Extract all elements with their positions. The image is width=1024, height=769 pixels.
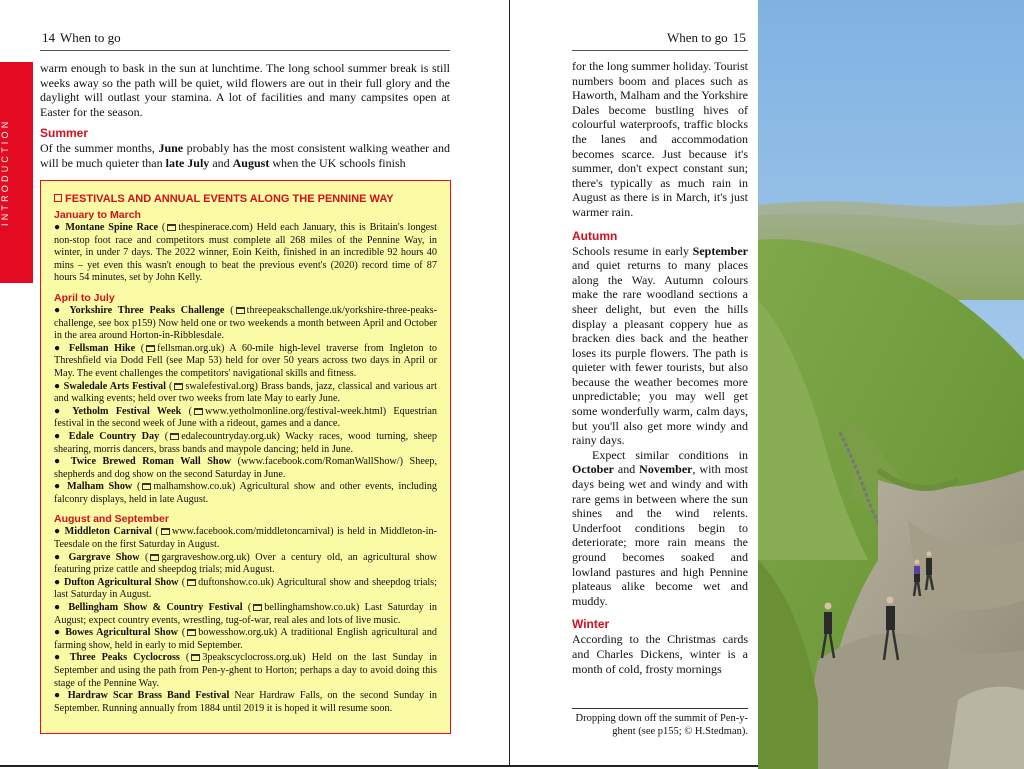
web-icon (146, 345, 155, 352)
event-text-pre: ( (165, 380, 173, 392)
event-text-pre: ( (181, 405, 192, 417)
event-text-pre: ( (178, 627, 186, 639)
event-text: ) Brass bands, jazz, classical and various art and walking events; held over two weeks from late May to early June. (54, 380, 437, 405)
event-text-pre: ( (151, 526, 159, 538)
event-url: swalefestival.org (185, 380, 255, 392)
event-url: bellinghamshow.co.uk (264, 602, 356, 614)
checkbox-icon (54, 194, 62, 202)
web-icon (194, 408, 203, 415)
left-running-head-title: When to go (60, 30, 121, 45)
festival-event: ● Yetholm Festival Week ( www.yetholmonline.org/festival-week.html) Equestrian festival in the second week of June with a rideout, games and a dance. (54, 405, 437, 430)
event-name: Fellsman Hike (68, 342, 136, 354)
event-text: ) Held each January, this is Britain's longest non-stop foot race and competitors must complete all 268 miles of the Pennine Way, in winter, in under 7 days. The 2022 winner, Eoin Keith, finished in an incredible 92 hours 40 mins – yet even this wasn't enough to beat the previous event's (2020) record time of 87 hours 54 minutes, set by John Kelly. (54, 222, 437, 284)
summer-heading: Summer (40, 126, 89, 141)
festival-event: ● Fellsman Hike ( fellsman.org.uk) A 60-mile high-level traverse from Ingleton to Threshfield via Dodd Fell (see Map 53) held for over 50 years across two days in April or May. The event challenges the competitors' navigational skills and fitness. (54, 342, 438, 379)
right-page-number: 15 (732, 30, 746, 45)
event-text: ) Agricultural show and other events, including falconry displays, held in late August. (54, 481, 438, 505)
event-name: Yetholm Festival Week (72, 405, 182, 417)
event-text-pre: ( (135, 342, 145, 354)
photo-caption: Dropping down off the summit of Pen-y-ghent (see p155; © H.Stedman). (575, 713, 748, 737)
event-url: threepeakschallenge.uk/yorkshire-three-peaks-challenge (54, 304, 437, 329)
event-text-pre: ( (139, 551, 149, 563)
web-icon (150, 554, 159, 561)
event-url: edalecountryday.org.uk (181, 430, 277, 442)
event-text-pre: ( (159, 430, 169, 442)
right-body (572, 59, 748, 676)
winter-heading: Winter (572, 617, 610, 632)
event-text-pre: ( (158, 222, 166, 233)
event-text-pre: ( (224, 304, 234, 316)
festivals-box (40, 180, 451, 734)
event-url: 3peakscyclocross.org.uk (202, 652, 303, 664)
event-name: Swaledale Arts Festival (63, 380, 166, 392)
event-name: Gargrave Show (68, 551, 140, 563)
event-url: www.facebook.com/middletoncarnival (171, 526, 331, 538)
right-running-head (667, 30, 748, 46)
spread-bottom-rule (0, 765, 758, 767)
event-url: thespinerace.com (178, 222, 250, 233)
event-name: Bowes Agricultural Show (65, 627, 179, 639)
web-icon (187, 579, 196, 586)
event-url: www.yetholmonline.org/festival-week.html (205, 405, 383, 417)
box-section-heading: January to March (54, 209, 141, 221)
autumn-paragraph-2: Expect similar conditions in October and November, with most days being wet and windy and with rare gems in between where the sun shines and the wind relents. Underfoot conditions begin to deteriorate; more rain means the ground becomes soaked and lowland pastures and high Pennine plateaus alike become wet and muddy. (572, 447, 748, 608)
box-section-heading: August and September (54, 513, 169, 526)
left-body (40, 61, 450, 171)
autumn-heading: Autumn (572, 228, 618, 243)
event-text: ) A traditional English agricultural and farming show, held in early to mid September. (54, 627, 438, 651)
festivals-list (54, 209, 437, 715)
event-url: duftonshow.co.uk (198, 576, 271, 588)
event-text-pre: ( (178, 576, 186, 588)
left-head-rule (40, 50, 450, 51)
web-icon (174, 383, 183, 390)
festival-event: ● Edale Country Day ( edalecountryday.org.uk) Wacky races, wood turning, sheep shearing, morris dancers, brass bands and maypole dancing; held in June. (54, 430, 437, 455)
box-section-heading: April to July (54, 291, 115, 304)
web-icon (187, 629, 196, 636)
event-text: ) Held on the last Sunday in September and using the path from Pen-y-ghent to Horton; perhaps a day to avoid doing this stage of the Pennine Way. (54, 652, 437, 689)
web-icon (253, 604, 262, 611)
left-running-head (40, 30, 121, 46)
event-text: ) Last Saturday in August; expect country events, wrestling, tug-of-war, real ales and lots of live music. (54, 602, 437, 626)
festivals-box-title: FESTIVALS AND ANNUAL EVENTS ALONG THE PENNINE WAY (54, 193, 437, 205)
event-text-pre: ( (179, 652, 190, 664)
festival-event: ● Gargrave Show ( gargraveshow.org.uk) Over a century old, an agricultural show featuring prize cattle and sheepdog trials; mid August. (54, 551, 437, 576)
event-text-pre: Near Hardraw Falls, on the second Sunday in September. Running annually from 1884 until 2019 it is hoped it will resume soon. (54, 690, 437, 714)
event-text: , see box p159) Now held one or two weekends a month between April and October in the area around Horton-in-Ribblesdale. (54, 317, 437, 342)
web-icon (236, 307, 245, 314)
event-name: Twice Brewed Roman Wall Show (70, 456, 232, 468)
event-name: Montane Spine Race (65, 222, 159, 233)
event-name: Yorkshire Three Peaks Challenge (69, 304, 225, 316)
hillside-photo (758, 0, 1024, 769)
web-icon (142, 483, 151, 490)
event-name: Dufton Agricultural Show (64, 576, 179, 588)
festival-event: ● Yorkshire Three Peaks Challenge ( threepeakschallenge.uk/yorkshire-three-peaks-challenge, see box p159) Now held one or two weekends a month between April and October in the area around Horton-in-Ribblesdale. (54, 304, 437, 342)
festival-event: ● Hardraw Scar Brass Band Festival Near Hardraw Falls, on the second Sunday in September. Running annually from 1884 until 2019 it is hoped it will resume soon. (54, 690, 437, 714)
web-icon (167, 224, 176, 231)
festival-event: ● Swaledale Arts Festival ( swalefestival.org) Brass bands, jazz, classical and various art and walking events; held over two weeks from late May to early June. (54, 380, 437, 405)
intro-paragraph: warm enough to bask in the sun at lunchtime. The long school summer break is still weeks away so the path will be quiet, wild flowers are out in their full glory and the daylight will outlast your stamina. A lot of facilities and many campsites open at Easter for the season. (40, 61, 450, 119)
event-text-pre: ( (132, 481, 141, 493)
event-text: ) Wacky races, wood turning, sheep shearing, morris dancers, brass bands and maypole dancing; held in June. (54, 430, 437, 455)
event-url: fellsman.org.uk (157, 342, 221, 354)
web-icon (170, 433, 179, 440)
event-url: malhamshow.co.uk (153, 481, 232, 493)
event-text: ) Over a century old, an agricultural show featuring prize cattle and sheepdog trials; mid August. (54, 551, 437, 576)
summer-continued-paragraph: for the long summer holiday. Tourist numbers boom and places such as Haworth, Malham and the Yorkshire Dales become bustling hives of colourful waterproofs, traffic blocks the lanes and accommodation becomes scarce. Just because it's summer, don't expect constant sun; there's typically as much rain in August as there is in March, it's just warmer rain. (572, 59, 748, 219)
event-name: Three Peaks Cyclocross (69, 652, 180, 664)
festival-event: ● Three Peaks Cyclocross ( 3peakscyclocross.org.uk) Held on the last Sunday in September and using the path from Pen-y-ghent to Horton; perhaps a day to avoid doing this stage of the Pennine Way. (54, 652, 437, 689)
winter-paragraph: According to the Christmas cards and Charles Dickens, winter is a month of cold, frosty mornings (572, 632, 748, 676)
festival-event: ● Montane Spine Race ( thespinerace.com) Held each January, this is Britain's longest non-stop foot race and competitors must complete all 268 miles of the Pennine Way, in winter, in under 7 days. The 2022 winner, Eoin Keith, finished in an incredible 92 hours 40 mins – yet even this wasn't enough to beat the previous event's (2020) record time of 87 hours 54 minutes, set by John Kelly. (54, 222, 437, 284)
festival-event: ● Malham Show ( malhamshow.co.uk) Agricultural show and other events, including falconry displays, held in late August. (54, 481, 438, 505)
caption-rule (572, 708, 748, 709)
event-text: ) Agricultural show and sheepdog trials; last Saturday in August. (54, 576, 437, 601)
event-name: Malham Show (67, 481, 133, 493)
web-icon (161, 528, 170, 535)
festival-event: ● Twice Brewed Roman Wall Show (www.facebook.com/RomanWallShow/) Sheep, shepherds and dog show on the second Saturday in June. (54, 456, 438, 480)
hillside-photo-illustration (758, 0, 1024, 769)
event-name: Middleton Carnival (64, 526, 152, 538)
web-icon (191, 654, 200, 661)
right-running-head-title: When to go (667, 30, 728, 45)
summer-paragraph: Of the summer months, June probably has the most consistent walking weather and will be much quieter than late July and August when the UK schools finish (40, 141, 450, 170)
event-text-pre: (www.facebook.com/RomanWallShow/) Sheep, shepherds and dog show on the second Saturday in June. (54, 456, 438, 480)
left-page (0, 0, 510, 766)
festival-event: ● Bellingham Show & Country Festival ( bellinghamshow.co.uk) Last Saturday in August; expect country events, wrestling, tug-of-war, real ales and lots of live music. (54, 602, 437, 626)
event-name: Edale Country Day (68, 430, 160, 442)
side-tab-label: INTRODUCTION (0, 118, 10, 227)
event-name: Hardraw Scar Brass Band Festival (67, 690, 230, 702)
left-page-number: 14 (42, 30, 55, 45)
event-name: Bellingham Show & Country Festival (68, 602, 243, 614)
right-head-rule (572, 50, 748, 51)
event-text: ) A 60-mile high-level traverse from Ingleton to Threshfield via Dodd Fell (see Map 53) held for over 50 years across two days in April or May. The event challenges the competitors' navigational skills and fitness. (54, 342, 438, 379)
autumn-paragraph-1: Schools resume in early September and quiet returns to many places along the Way. Autumn colours make the rare woodland sections a sheer delight, but even the hills display a pleasant coppery hue as bracken dies back and the heather loses its purple flowers. The path is quieter with fewer tourists, but also because the weather becomes more unpredictable; you may well get some wonderfully warm, calm days, but you'll also get more windy and rainy days. (572, 243, 748, 448)
event-text: ) is held in Middleton-in-Teesdale on the first Saturday in August. (54, 526, 437, 551)
event-text: ) Equestrian festival in the second week of June with a rideout, games and a dance. (54, 405, 437, 430)
event-url: bowesshow.org.uk (198, 627, 274, 639)
right-page (511, 0, 758, 766)
festival-event: ● Middleton Carnival ( www.facebook.com/middletoncarnival) is held in Middleton-in-Teesdale on the first Saturday in August. (54, 526, 437, 551)
festival-event: ● Dufton Agricultural Show ( duftonshow.co.uk) Agricultural show and sheepdog trials; last Saturday in August. (54, 576, 437, 601)
festival-event: ● Bowes Agricultural Show ( bowesshow.org.uk) A traditional English agricultural and farming show, held in early to mid September. (54, 627, 438, 651)
event-url: gargraveshow.org.uk (161, 551, 247, 563)
event-text-pre: ( (242, 602, 252, 614)
